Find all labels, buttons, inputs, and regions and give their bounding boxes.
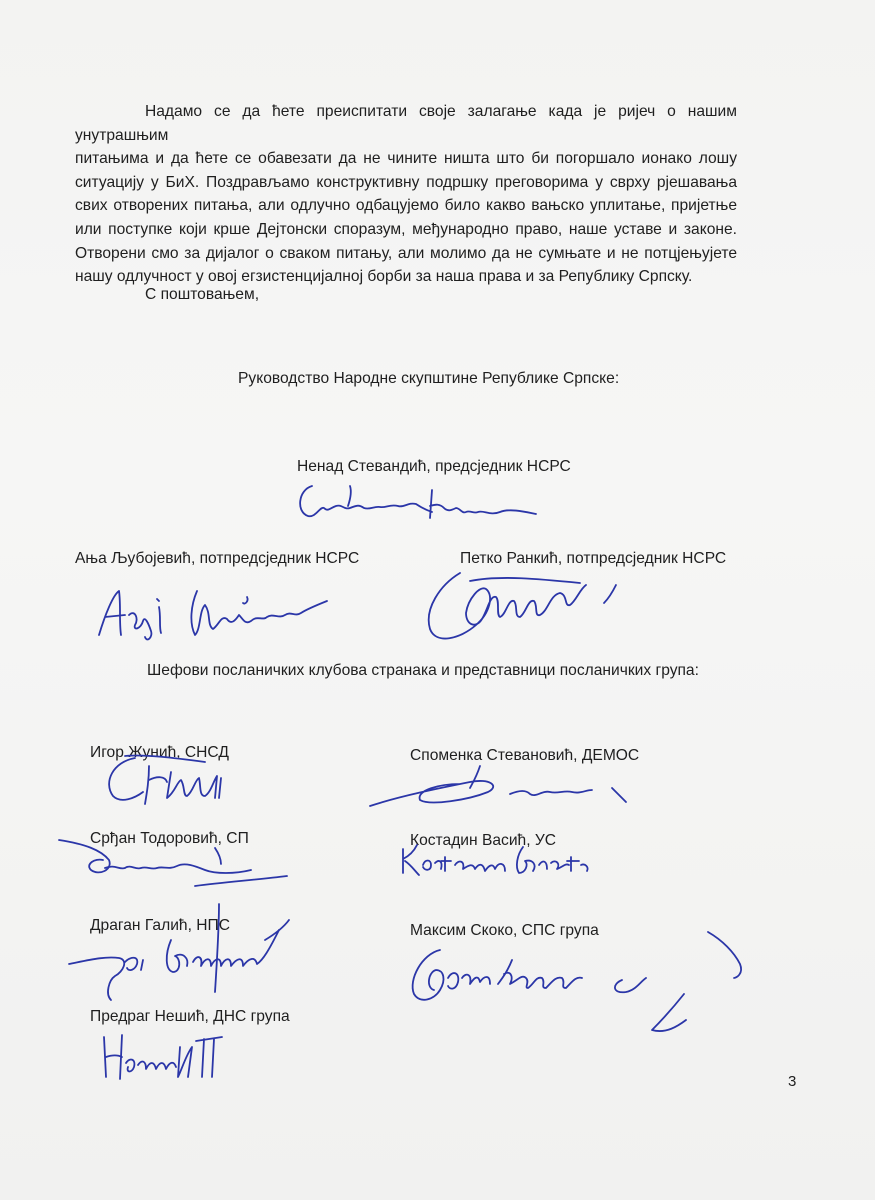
paragraph-line: ситуацију у БиХ. Поздрављамо конструктивну подршку преговорима у сврху рјешавања	[75, 173, 737, 191]
paragraph-line: свих отворених питања, али одлучно одбацујемо било какво вањско уплитање, пријетње	[75, 197, 737, 215]
closing-salutation: С поштовањем,	[145, 286, 260, 303]
signature-vp-right	[420, 555, 630, 655]
signature-vp-left	[95, 585, 335, 650]
signatory-vp-right: Петко Ранкић, потпредсједник НСРС	[460, 550, 727, 567]
paragraph-line: питањима и да ћете се обавезати да не чините ништа што би погоршало ионако лошу	[75, 150, 737, 168]
signatory-club-left: Срђан Тодоровић, СП	[90, 830, 249, 847]
signatory-club-left: Драган Галић, НПС	[90, 917, 230, 934]
signature-club-1	[95, 752, 235, 817]
signatory-vp-left: Ања Љубојевић, потпредсједник НСРС	[75, 550, 360, 567]
paragraph-line: нашу одлучност у овој егзистенцијалној борби за наша права и за Републику Српску.	[75, 268, 693, 286]
paragraph-line: или поступке који крше Дејтонски споразум, међународно право, наше уставе и законе.	[75, 220, 737, 238]
signatory-club-right: Костадин Васић, УС	[410, 832, 557, 849]
signature-club-2	[360, 760, 640, 825]
paragraph-line: Отворени смо за дијалог о сваком питању, али молимо да не сумњате и не потцјењујете	[75, 244, 737, 262]
signature-club-3	[55, 830, 295, 900]
signatory-club-right: Максим Скоко, СПС група	[410, 922, 599, 939]
signatory-club-right: Споменка Стевановић, ДЕМОС	[410, 747, 640, 764]
signatory-club-left: Игор Жунић, СНСД	[90, 744, 229, 761]
paragraph-line: Надамо се да ћете преиспитати своје залагање када је ријеч о нашим унутрашњим	[75, 103, 737, 144]
signature-club-4	[395, 835, 605, 885]
signature-club-5	[65, 900, 305, 1010]
clubs-heading: Шефови посланичких клубова странака и представници посланичких група:	[147, 662, 699, 679]
signatory-president: Ненад Стевандић, предсједник НСРС	[297, 458, 571, 475]
leadership-heading: Руководство Народне скупштине Републике Српске:	[238, 370, 620, 387]
signature-club-6	[400, 930, 780, 1045]
page-number: 3	[788, 1073, 797, 1090]
signatory-club-left: Предраг Нешић, ДНС група	[90, 1008, 290, 1025]
signature-club-7	[100, 1025, 230, 1090]
letter-paragraph	[75, 100, 737, 289]
signature-president	[290, 478, 540, 543]
